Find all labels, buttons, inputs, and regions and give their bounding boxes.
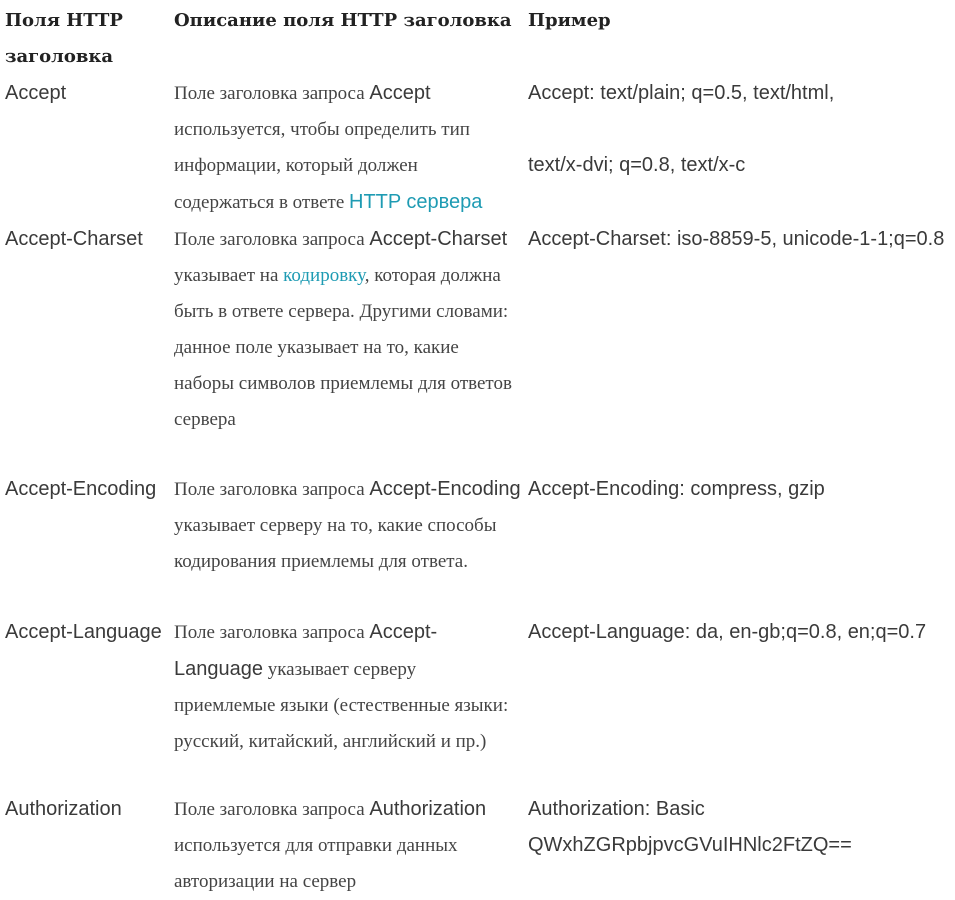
http-server-link[interactable]: HTTP сервера [349,191,483,213]
desc-text: Поле заголовка запроса [174,479,370,500]
field-description [170,221,524,471]
table-row [0,75,955,221]
header-field: Поля HTTP заголовка [5,10,123,67]
field-name: Authorization [5,798,122,820]
field-name: Accept-Encoding [5,478,157,500]
field-name: Accept-Charset [5,228,143,250]
field-example: Accept-Charset: iso-8859-5, unicode-1-1;q=0.8 [528,228,945,250]
desc-field-name: Accept-Language [174,621,438,680]
field-name: Accept [5,82,67,104]
example-line: QWxhZGRpbjpvcGVuIHNlc2FtZQ== [528,834,852,856]
header-example: Пример [528,10,611,31]
example-line: text/x-dvi; q=0.8, text/x-c [528,154,746,176]
example-line: Accept: text/plain; q=0.5, text/html, [528,82,835,104]
encoding-link[interactable]: кодировку [283,265,365,286]
header-description: Описание поля HTTP заголовка [174,10,512,31]
desc-field-name: Accept [369,82,431,104]
desc-text: , которая должна быть в ответе сервера. Другими словами: данное поле указывает на то, какие наборы символов приемлемы для ответов сервера [174,265,512,430]
desc-text: указывает на [174,265,284,286]
desc-text: Поле заголовка запроса [174,799,370,820]
desc-field-name: Authorization [369,798,487,820]
field-description [170,614,524,791]
table-row [0,471,955,614]
desc-text: Поле заголовка запроса [174,229,370,250]
desc-text: указывает серверу на то, какие способы кодирования приемлемы для ответа. [174,515,497,572]
field-description [170,791,524,900]
field-description [170,75,524,221]
table-row [0,791,955,900]
desc-text: используется для отправки данных авторизации на сервер [174,835,458,892]
desc-text: Поле заголовка запроса [174,83,370,104]
field-example [524,75,955,221]
field-example [524,791,955,900]
field-example: Accept-Language: da, en-gb;q=0.8, en;q=0.7 [528,621,927,643]
field-name: Accept-Language [5,621,162,643]
example-spacer [528,111,955,147]
example-line: Authorization: Basic [528,798,705,820]
field-example: Accept-Encoding: compress, gzip [528,478,825,500]
field-description [170,471,524,614]
table-row [0,221,955,471]
desc-text: указывает серверу приемлемые языки (естественные языки: русский, китайский, английский и пр.) [174,659,509,752]
desc-text: Поле заголовка запроса [174,622,370,643]
desc-text: используется, чтобы определить тип информации, который должен содержаться в ответе [174,119,470,213]
table-header-row [0,0,955,75]
desc-field-name: Accept-Charset [369,228,508,250]
table-row [0,614,955,791]
desc-field-name: Accept-Encoding [369,478,521,500]
